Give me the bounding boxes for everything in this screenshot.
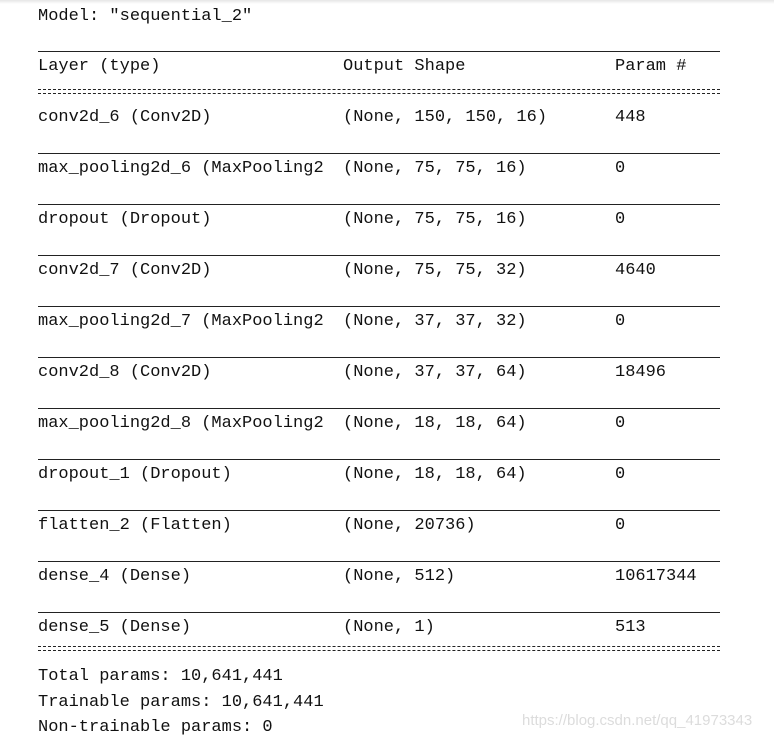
layer-name: dense_4 (Dense) (38, 567, 192, 586)
row-separator (38, 306, 720, 307)
row-separator (38, 561, 720, 562)
row-separator (38, 357, 720, 358)
trainable-params: Trainable params: 10,641,441 (38, 693, 324, 712)
layer-name: max_pooling2d_7 (MaxPooling2 (38, 312, 324, 331)
header-top-rule (38, 51, 720, 52)
header-params: Param # (615, 57, 687, 76)
top-shade (0, 0, 774, 4)
layer-name: dropout_1 (Dropout) (38, 465, 232, 484)
output-shape: (None, 75, 75, 16) (343, 210, 527, 229)
output-shape: (None, 37, 37, 64) (343, 363, 527, 382)
row-separator (38, 204, 720, 205)
header-output-shape: Output Shape (343, 57, 466, 76)
watermark: https://blog.csdn.net/qq_41973343 (522, 712, 753, 729)
layer-name: conv2d_7 (Conv2D) (38, 261, 212, 280)
header-layer: Layer (type) (38, 57, 161, 76)
layer-name: conv2d_8 (Conv2D) (38, 363, 212, 382)
param-count: 0 (615, 159, 626, 178)
layer-name: max_pooling2d_8 (MaxPooling2 (38, 414, 324, 433)
row-separator (38, 255, 720, 256)
output-shape: (None, 18, 18, 64) (343, 465, 527, 484)
row-separator (38, 510, 720, 511)
param-count: 0 (615, 516, 626, 535)
output-shape: (None, 1) (343, 618, 435, 637)
param-count: 513 (615, 618, 646, 637)
param-count: 0 (615, 465, 626, 484)
row-separator (38, 612, 720, 613)
output-shape: (None, 75, 75, 32) (343, 261, 527, 280)
param-count: 448 (615, 108, 646, 127)
layer-name: max_pooling2d_6 (MaxPooling2 (38, 159, 324, 178)
output-shape: (None, 150, 150, 16) (343, 108, 548, 127)
output-shape: (None, 37, 37, 32) (343, 312, 527, 331)
param-count: 0 (615, 312, 626, 331)
param-count: 4640 (615, 261, 656, 280)
row-separator (38, 153, 720, 154)
param-count: 0 (615, 414, 626, 433)
layer-name: dropout (Dropout) (38, 210, 212, 229)
param-count: 0 (615, 210, 626, 229)
footer-double-rule (38, 646, 720, 651)
output-shape: (None, 75, 75, 16) (343, 159, 527, 178)
header-double-rule (38, 89, 720, 94)
row-separator (38, 408, 720, 409)
non-trainable-params: Non-trainable params: 0 (38, 718, 273, 737)
layer-name: conv2d_6 (Conv2D) (38, 108, 212, 127)
layer-name: dense_5 (Dense) (38, 618, 192, 637)
total-params: Total params: 10,641,441 (38, 667, 283, 686)
param-count: 18496 (615, 363, 667, 382)
model-title: Model: "sequential_2" (38, 7, 253, 26)
output-shape: (None, 20736) (343, 516, 476, 535)
row-separator (38, 459, 720, 460)
output-shape: (None, 512) (343, 567, 456, 586)
param-count: 10617344 (615, 567, 697, 586)
output-shape: (None, 18, 18, 64) (343, 414, 527, 433)
layer-name: flatten_2 (Flatten) (38, 516, 232, 535)
